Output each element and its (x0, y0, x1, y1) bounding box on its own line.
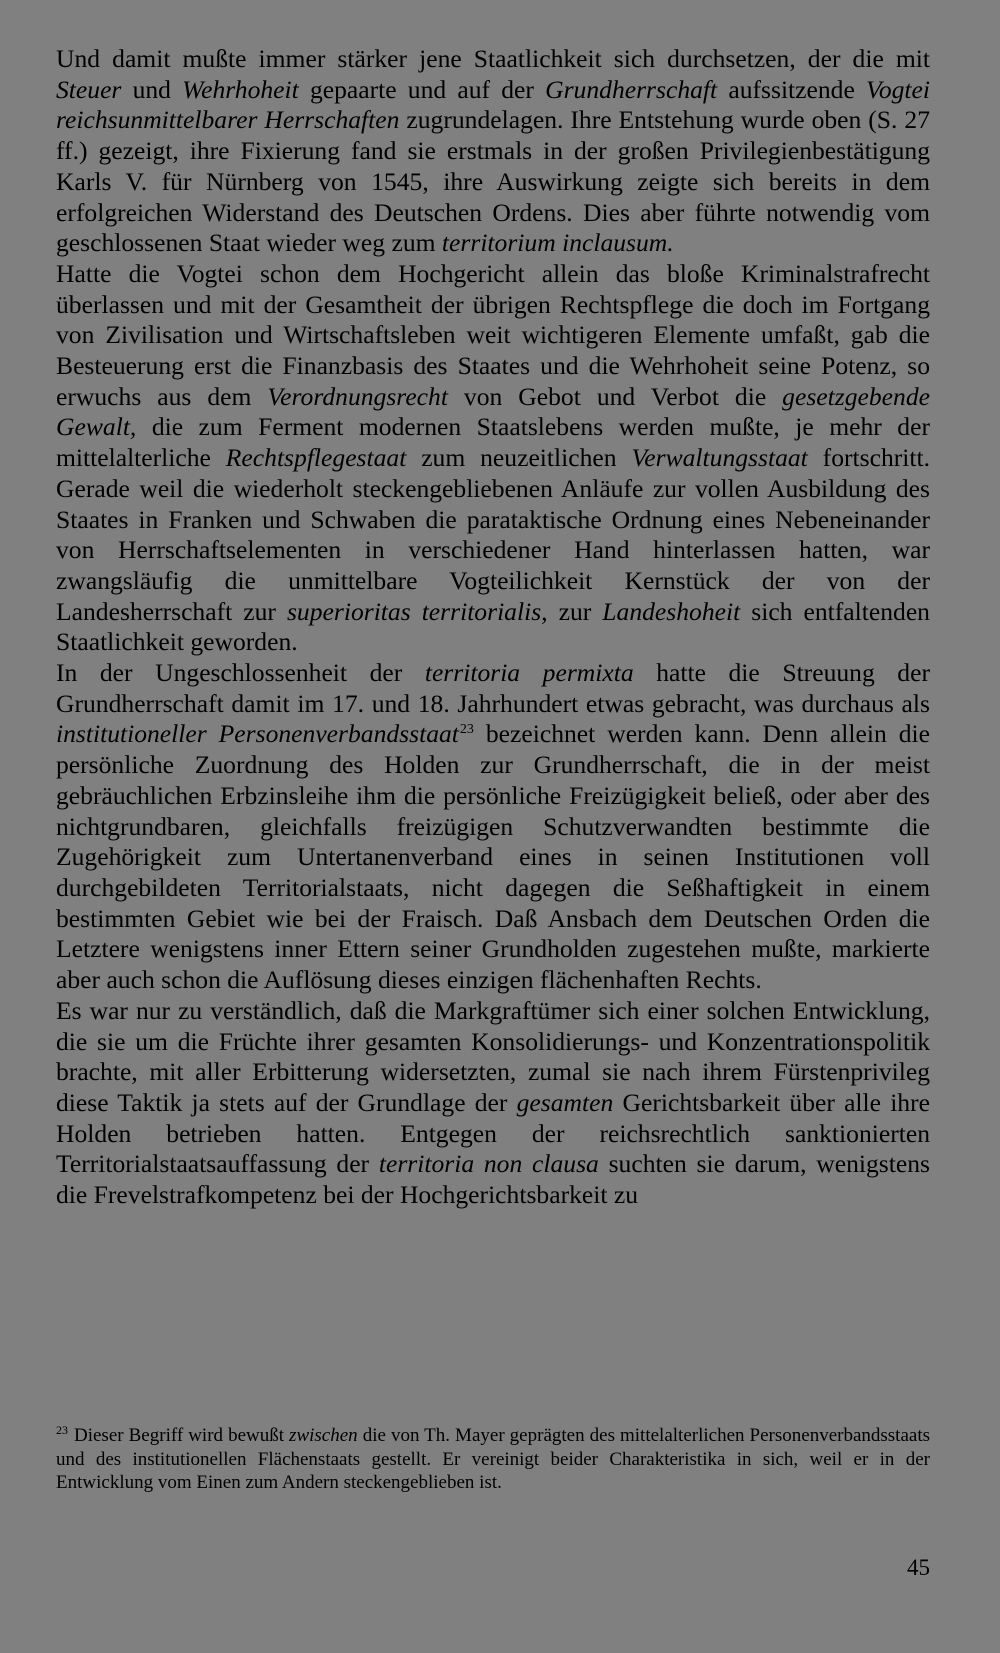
text-run: gepaarte und auf der (298, 74, 546, 104)
text-run: zur (547, 596, 603, 626)
emphasized-term: Vogtei reichsunmittelbarer Herrschaften (56, 74, 931, 135)
emphasized-term: institutioneller Personenverbandsstaat (56, 719, 459, 749)
page-body (56, 44, 930, 1211)
text-run: Dieser Begriff wird bewußt (74, 1425, 290, 1446)
text-run: suchten sie darum, wenigstens die Frevelstrafkompetenz bei der Hochgerichtsbarkeit zu (56, 1149, 930, 1210)
text-run: hatte die Streuung der Grundherrschaft damit im 17. und 18. Jahrhundert etwas gebracht, was durchaus als (56, 658, 930, 718)
emphasized-term: gesamten (516, 1087, 614, 1117)
emphasized-term: Verordnungsrecht (267, 381, 448, 411)
text-run: von Gebot und Verbot die (447, 381, 783, 411)
emphasized-term: Rechtspflegestaat (225, 443, 407, 473)
emphasized-term: Verwaltungsstaat (631, 443, 808, 473)
text-run: Es war nur zu verständlich, daß die Markgraftümer sich einer solchen Entwicklung, die sie um die Früchte ihrer gesamten Konsolidierungs- und Konzentrationspolitik brachte, mit aller Erbitterung widersetzten, zumal sie nach ihrem Fürstenprivileg diese Taktik ja stets auf der Grundlage der (56, 995, 930, 1117)
emphasized-term: Landeshoheit (602, 596, 741, 626)
emphasized-term: territoria permixta (424, 658, 634, 688)
text-run: Gerichtsbarkeit über alle ihre Holden betrieben hatten. Entgegen der reichsrechtlich sanktionierten Territorialstaatsauffassung der (56, 1087, 930, 1179)
text-run: Und damit mußte immer stärker jene Staatlichkeit sich durchsetzen, der die mit (56, 44, 930, 73)
emphasized-term: superioritas territorialis, (286, 596, 548, 626)
footnote-text (56, 1422, 930, 1493)
text-run: zugrundelagen. Ihre Entstehung wurde oben (S. 27 ff.) gezeigt, ihre Fixierung fand sie erstmals in der großen Privilegienbestätigung Karls V. für Nürnberg von 1545, ihre Auswirkung zeigte sich bereits in dem erfolgreichen Widerstand des Deutschen Ordens. Dies aber führte notwendig vom geschlossenen Staat wieder weg zum (56, 105, 930, 258)
text-run: Hatte die Vogtei schon dem Hochgericht allein das bloße Kriminalstrafrecht überlassen und mit der Gesamtheit der übrigen Rechtspflege die doch im Fortgang von Zivilisation und Wirtschaftsleben weit wichtigeren Elemente umfaßt, gab die Besteuerung erst die Finanzbasis des Staates und die Wehrhoheit seine Potenz, so erwuchs aus dem (56, 258, 930, 411)
emphasized-term: Wehrhoheit (182, 74, 299, 104)
emphasized-term: Grundherrschaft (545, 74, 718, 104)
text-run: In der Ungeschlossenheit der (56, 658, 425, 688)
emphasized-term: territoria non clausa (378, 1149, 599, 1179)
emphasized-term: zwischen (289, 1425, 358, 1446)
footnote-number: 23 (56, 1422, 68, 1437)
text-run: sich entfaltenden Staatlichkeit geworden. (56, 596, 930, 657)
paragraph (56, 658, 930, 996)
footnote-reference: 23 (459, 721, 474, 737)
text-run: die von Th. Mayer geprägten des mittelalterlichen Personenverbandsstaats und des institutionellen Flächenstaats gestellt. Er vereinigt beider Charakteristika in sich, weil er in der Entwicklung vom Einen zum Andern steckengeblieben ist. (56, 1425, 930, 1493)
text-run: fortschritt. Gerade weil die wiederholt steckengebliebenen Anläufe zur vollen Ausbildung des Staates in Franken und Schwaben die parataktische Ordnung eines Nebeneinander von Herrschaftselementen in verschiedener Hand hinterlassen hatten, war zwangsläufig die unmittelbare Vogteilichkeit Kernstück der von der Landesherrschaft zur (56, 443, 930, 626)
footnote (56, 1424, 930, 1495)
text-run: aufssitzende (717, 74, 867, 104)
text-run: und (121, 74, 183, 104)
emphasized-term: gesetzgebende Gewalt, (56, 381, 930, 442)
emphasized-term: territorium inclausum. (441, 228, 674, 258)
paragraph (56, 259, 930, 658)
emphasized-term: Steuer (56, 74, 122, 104)
paragraph (56, 996, 930, 1211)
paragraph (56, 44, 930, 259)
text-run: bezeichnet werden kann. Denn allein die persönliche Zuordnung des Holden zur Grundherrschaft, die in der meist gebräuchlichen Erbzinsleihe ihm die persönliche Freizügigkeit beließ, oder aber des nichtgrundbaren, gleichfalls freizügigen Schutzverwandten bestimmte die Zugehörigkeit zum Untertanenverband eines in seinen Institutionen voll durchgebildeten Territorialstaats, nicht dagegen die Seßhaftigkeit in einem bestimmten Gebiet wie bei der Fraisch. Daß Ansbach dem Deutschen Orden die Letztere wenigstens inner Ettern seiner Grundholden zugestehen mußte, markierte aber auch schon die Auflösung dieses einzigen flächenhaften Rechts. (56, 719, 930, 995)
text-run: die zum Ferment modernen Staatslebens werden mußte, je mehr der mittelalterliche (56, 412, 930, 473)
page-number: 45 (907, 1555, 930, 1580)
text-run: zum neuzeitlichen (406, 443, 632, 473)
